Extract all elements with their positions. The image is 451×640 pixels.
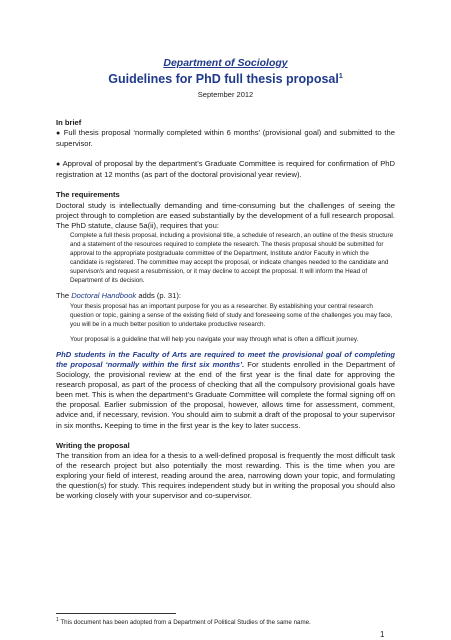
handbook-intro [56,291,395,301]
footnote-mark: 1 [56,617,59,623]
arts-requirement-closing: Keeping to time in the first year is the key to later success. [102,420,301,430]
handbook-quote-2: Your proposal is a guideline that will help you navigate your way through what is often a difficult journey. [70,335,359,343]
handbook-quote-1: Your thesis proposal has an important purpose for you as a researcher. By establishing your central research question or topic, gaining a sense of the existing field of study and foreseeing some of the challenges you may face, you will be in a much better position to undertake productive research. [70,302,393,328]
arts-requirement-emphasis: PhD students in the Faculty of Arts are required to meet the provisional goal of completing the proposal ‘normally within the first six months’. [56,349,395,369]
department-heading: Department of Sociology [163,57,288,69]
in-brief-heading: In brief [56,118,82,127]
bullet-icon: ● [56,130,61,138]
title-text: Guidelines for PhD full thesis proposal [108,72,339,86]
handbook-intro-prefix: The [56,291,72,301]
handbook-quote-block [56,302,395,344]
requirements-intro: Doctoral study is intellectually demanding and time-consuming but the challenges of seeing the project through to completion are eased substantially by the development of a full research proposal. The PhD statute, clause 5a(ii), requires that you: [56,200,395,230]
bullet-icon: ● [56,161,61,169]
handbook-intro-suffix: adds (p. 31): [136,291,181,301]
writing-heading: Writing the proposal [56,440,130,450]
statute-quote: Complete a full thesis proposal, including a provisional title, a schedule of research, an outline of the thesis structure and a statement of the resources required to complete the research. The thesis proposal should be submitted for approval to the appropriate postgraduate committee of the Department, Institute and/or Faculty in which the candidate is registered. The committee may accept the proposal, or indicate changes needed to the candidate and supervisor/s and request a resubmission, or it may decline to accept the proposal. It will inform the Head of Department of its decision. [70,231,394,285]
document-body [56,118,395,501]
title-footnote-mark: 1 [338,72,343,80]
bullet-text: Full thesis proposal ‘normally completed within 6 months’ (provisional goal) and submitted to the supervisor. [56,128,395,149]
footnote-divider [56,613,176,614]
footnote-text: This document has been adopted from a Department of Political Studies of the same name. [60,619,311,627]
writing-body: The transition from an idea for a thesis to a well-defined proposal is frequently the most difficult task of the research project but also potentially the most rewarding. This is the time when you are exploring your field of interest, reading around the area, narrowing down your topic, and formulating the question(s) for study. This requires independent study but in writing the proposal you should also be working closely with your supervisor and co-supervisor. [56,450,395,501]
handbook-title: Doctoral Handbook [71,291,137,301]
arts-requirement-dot: . [100,420,103,430]
arts-requirement-paragraph [56,350,395,431]
in-brief-bullet-2 [56,159,395,180]
document-date: September 2012 [197,90,254,99]
statute-quote-block [56,231,395,286]
document-title [0,72,451,86]
bullet-text: Approval of proposal by the department’s Graduate Committee is required for confirmation of PhD registration at 12 months (as part of the doctoral provisional year review). [56,159,395,180]
footnote [56,617,396,626]
arts-requirement-body: For students enrolled in the Department of Sociology, the provisional review at the end of the first year is the final date for approving the research proposal, as part of the process of checking that all the compulsory provisional goals have been met. This is when the department’s Graduate Committee will complete the formal signing off on the proposal. Earlier submission of the proposal, however, allows time for assessment, comment, advice and, if necessary, revision. You should aim to submit a draft of the proposal to your supervisor in six months [56,359,395,430]
in-brief-bullet-1 [56,128,395,149]
page-number: 1 [380,630,385,639]
requirements-heading: The requirements [56,190,120,200]
